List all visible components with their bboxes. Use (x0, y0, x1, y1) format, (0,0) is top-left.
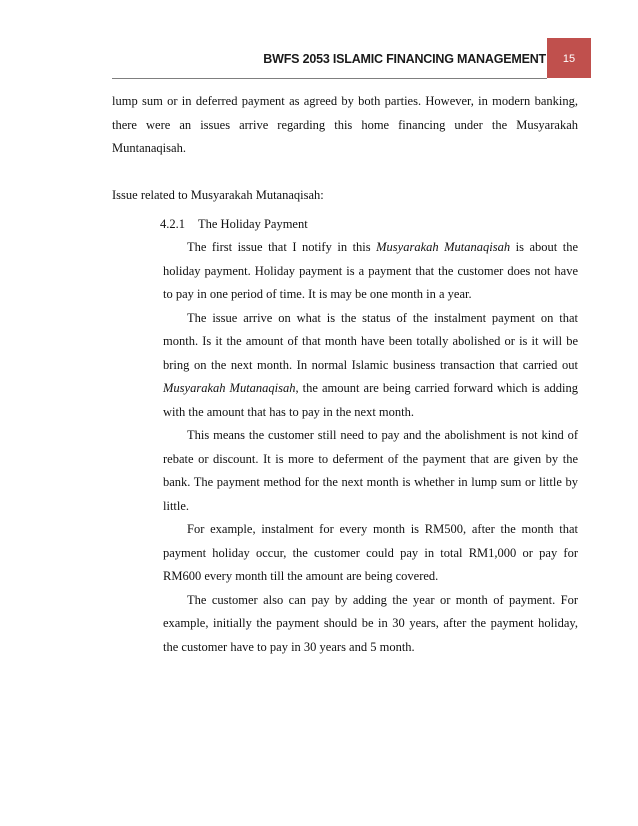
paragraph-3: This means the customer still need to pay and the abolishment is not kind of rebate or discount. It is more to deferment of the payment that are given by the bank. The payment method for the next month is whether in lump sum or little by little. (163, 428, 578, 513)
intro-paragraph: lump sum or in deferred payment as agreed by both parties. However, in modern banking, there were an issues arrive regarding this home financing under the Musyarakah Muntanaqisah. (112, 94, 578, 155)
section-body (163, 236, 578, 659)
term-musyarakah: Musyarakah Mutanaqisah (163, 381, 296, 395)
section-heading (160, 213, 308, 237)
paragraph-1: The first issue that I notify in this Musyarakah Mutanaqisah is about the holiday payment. Holiday payment is a payment that the customer does not have to pay in one period of time. It is may be one month in a year. (163, 240, 578, 301)
term-musyarakah: Musyarakah Mutanaqisah (376, 240, 511, 254)
paragraph-2: The issue arrive on what is the status of the instalment payment on that month. Is it the amount of that month have been totally abolished or is it will be bring on the next month. In normal Islamic business transaction that carried out Musyarakah Mutanaqisah, the amount are being carried forward which is adding with the amount that has to pay in the next month. (163, 310, 578, 419)
paragraph-4: For example, instalment for every month is RM500, after the month that payment holiday occur, the customer could pay in total RM1,000 or pay for RM600 every month till the amount are being covered. (163, 522, 578, 583)
issue-heading: Issue related to Musyarakah Mutanaqisah: (112, 188, 324, 202)
header-divider (112, 78, 547, 79)
paragraph-5: The customer also can pay by adding the year or month of payment. For example, initially the payment should be in 30 years, after the payment holiday, the customer have to pay in 30 years and 5 month. (163, 592, 578, 654)
section-title: The Holiday Payment (198, 217, 308, 231)
header-title: BWFS 2053 ISLAMIC FINANCING MANAGEMENT (263, 52, 546, 66)
page-number-badge: 15 (547, 38, 591, 78)
section-number: 4.2.1 (160, 217, 185, 231)
